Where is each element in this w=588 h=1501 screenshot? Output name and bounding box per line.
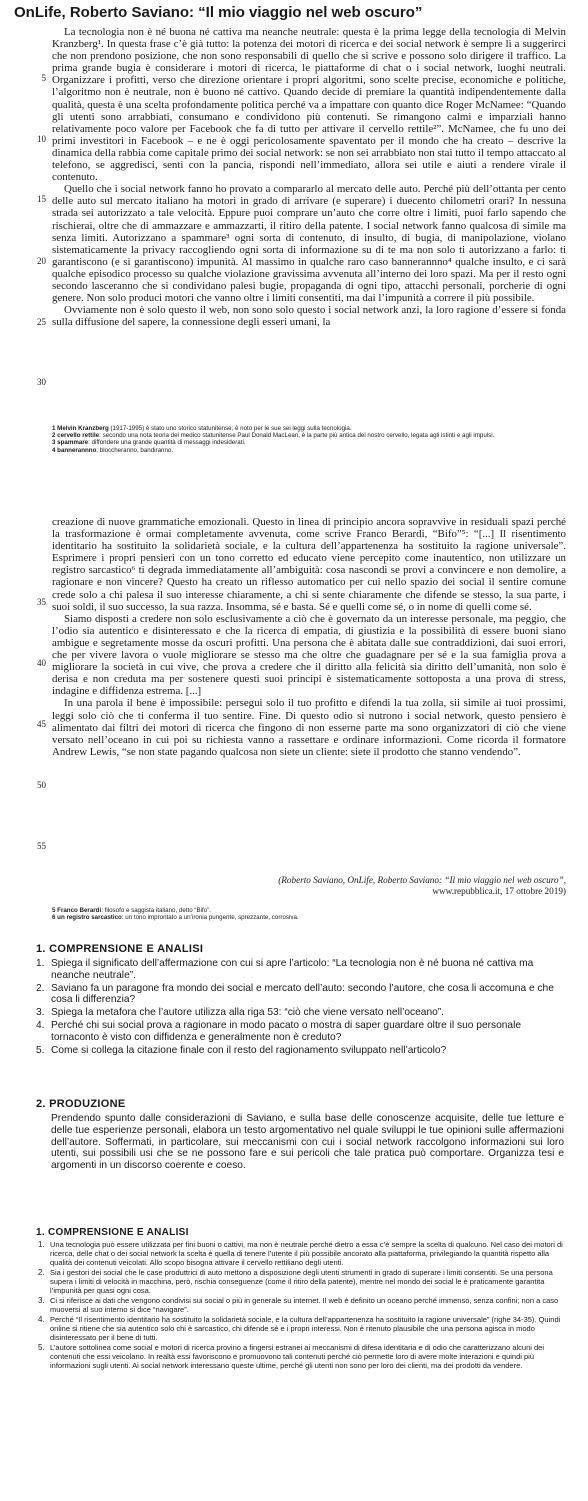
footnote: 2 cervello rettile: secondo una nota teoria del medico statunitense Paul Donald MacLean, è la parte più antica del nostro cervello, legata agli istinti e agli impulsi.	[52, 432, 495, 440]
line-number: 10	[37, 134, 46, 144]
citation-line-2: www.repubblica.it, 17 ottobre 2019)	[432, 886, 566, 896]
citation	[52, 875, 566, 897]
page-title: OnLife, Roberto Saviano: “Il mio viaggio nel web oscuro”	[14, 4, 423, 21]
footnote: 6 un registro sarcastico: un tono improntato a un’ironia pungente, sprezzante, corrosiva.	[52, 914, 299, 922]
article-column-2	[52, 516, 566, 758]
section-1-list	[36, 958, 564, 1057]
list-item: 5. Come si collega la citazione finale con il resto del ragionamento sviluppato nell’articolo?	[36, 1044, 447, 1056]
list-item: 4. Perché “Il risentimento identitario ha sostituito la solidarietà sociale, e la cultura dell’appartenenza ha sostituito la ragione universale” (righe 34-35). Quindi online si ritiene che sia autentico solo chi è sarcastico, chi difende sé e i propri interessi. Non è ritenuto plausibile che una persona agisca in modo disinteressato per il bene di tutti.	[38, 1315, 561, 1342]
line-number: 30	[37, 377, 46, 387]
list-item: 2. Saviano fa un paragone fra mondo dei social e mercato dell’auto: secondo l’autore, che cosa li accomuna e che cosa li differenzia?	[36, 982, 554, 1006]
article-paragraph-4: creazione di nuove grammatiche emozionali. Questo in linea di principio ancora sopravvive in residuali spazi perché la trasformazione è ormai completamente avvenuta, come scrive Franco Berardi, “Bifo”⁵: “[...] Il risentimento identitario ha sostituito la solidarietà sociale, e la cultura dell’appartenenza ha sostituito la ragione universale”. Esprimere i propri pensieri con un tono corretto ed educato viene percepito come inautentico, non utilizzare un registro sarcastico⁶ ti degrada immediatamente all’ambiguità: cosa nascondi se provi a convincere e non demolire, a ragionare e non vincere? Questo ha creato un riflesso automatico per cui nello spazio dei social il sentire comune crede solo a chi palesa il suo interesse chiaramente, a chi si sente chiaramente che difende se stesso, la sua parte, i suoi soldi, il suo successo, la sua razza. Insomma, sé e basta. Sé e quelli come sé, o in nome di quelli come sé.	[52, 516, 566, 613]
article-column-1	[52, 26, 566, 328]
answers-heading: 1. COMPRENSIONE E ANALISI	[36, 1227, 189, 1238]
list-item: 1. Spiega il significato dell’affermazione con cui si apre l’articolo: “La tecnologia non è né buona né cattiva ma neanche neutrale”.	[36, 958, 534, 981]
line-number: 20	[37, 256, 46, 266]
article-paragraph-5: Siamo disposti a credere non solo esclusivamente a ciò che è governato da un interesse personale, ma peggio, che l’odio sia autentico e disinteressato e che la ricerca di empatia, di giustizia e la possibilità di essere buoni siano ambigue e segretamente mosse da oscuri profitti. Una persona che è abitata dalle sue contraddizioni, dai suoi errori, che per vivere lavora o vuole migliorare se stesso ma che oltre che guadagnare per sé e la sua famiglia prova a migliorare la società in cui vive, che prova a credere che il diritto alla felicità sia diritto dell’umanità, non solo è derisa e non creduta ma per sostenere questi suoi principi è sistematicamente sottoposta a una prova di stress, indagine e diffidenza estrema. [...]	[52, 612, 566, 698]
answers-list	[36, 1240, 564, 1370]
footnotes-1	[52, 425, 566, 454]
line-number: 5	[41, 73, 46, 83]
list-item: 3. Spiega la metafora che l’autore utilizza alla riga 53: “ciò che viene versato nell’oceano”.	[36, 1007, 445, 1019]
answers-box	[36, 1227, 564, 1371]
article-paragraph-2: Quello che i social network fanno ho provato a compararlo al mercato delle auto. Perché più dell’ottanta per cento delle auto sul mercato italiano ha motori in grado di arrivare (e superare) i duecento chilometri orari? In nessuna strada sei autorizzato a tale velocità. Eppure puoi comprare un’auto che corre oltre i limiti, puoi farlo sapendo che rischierai, oltre che di ammazzare e ammazzarti, il ritiro della patente. I social network fanno qualcosa di simile ma senza limiti. Autorizzano a spammare³ ogni sorta di contenuto, di insulto, di bugia, di manipolazione, violano sistematicamente la privacy raccogliendo ogni sorta di informazione su di te ma non solo ti autorizzano a farlo: ti garantiscono (e si garantiscono) impunità. Al massimo in qualche raro caso bannerannno⁴ qualche insulto, e ci sarà qualche episodico processo su qualche violazione gravissima avvenuta all’interno dei loro spazi. Ma per il resto ogni secondo lasceranno che si condividano palesi bugie, propaganda di ogni tipo, attacchi personali, porcherie di ogni genere. Non solo produci motori che vanno oltre i limiti consentiti, ma dai l’impunità a correre il più possibile.	[52, 183, 566, 305]
line-number: 40	[37, 658, 46, 668]
list-item: 1. Una tecnologia può essere utilizzata per fini buoni o cattivi, ma non è neutrale perché dietro a essa c’è sempre la scelta di qualcuno. Nel caso dei motori di ricerca, delle chat o dei social network la scelta è quella di tenere l’utente il più possibile ancorato alla piattaforma, privilegiando la quantità rispetto alla qualità dei contenuti veicolati. Allo scopo bisogna attivare il cervello rettiliano degli utenti.	[38, 1240, 563, 1267]
line-number: 45	[37, 719, 46, 729]
line-number: 50	[37, 780, 46, 790]
footnote: 3 spammare: diffondere una grande quantità di messaggi indesiderati.	[52, 439, 246, 447]
line-number: 15	[37, 194, 46, 204]
article-paragraph-3: Ovviamente non è solo questo il web, non sono solo questo i social network anzi, la loro ragione d’essere si fonda sulla diffusione del sapere, la connessione degli esseri umani, la	[52, 304, 566, 329]
footnote: 1 Melvin Kranzberg (1917-1995) è stato uno storico statunitense; è noto per le sue sei leggi sulla tecnologia.	[52, 425, 352, 432]
line-number: 35	[37, 597, 46, 607]
section-2-text: Prendendo spunto dalle considerazioni di Saviano, e sulla base delle conoscenze acquisite, delle tue letture e delle tue esperienze personali, elabora un testo argomentativo nel quale sviluppi le tue opinioni sulle affermazioni dell’autore. Soffermati, in particolare, sui meccanismi con cui i social network raccolgono informazioni sui loro utenti, sui possibili usi che se ne possono fare e sui pericoli che tale pratica può comportare. Organizza tesi e argomenti in un discorso coerente e coeso.	[51, 1113, 564, 1172]
line-number: 25	[37, 317, 46, 327]
footnote: 5 Franco Berardi: filosofo e saggista italiano, detto “Bifo”.	[52, 907, 211, 914]
footnotes-2	[52, 907, 566, 921]
section-2-heading: 2. PRODUZIONE	[36, 1098, 126, 1110]
line-number: 55	[37, 841, 46, 851]
citation-line-1: (Roberto Saviano, OnLife, Roberto Saviano: “Il mio viaggio nel web oscuro”,	[278, 875, 566, 885]
list-item: 3. Ci si riferisce ai dati che vengono condivisi sui social o più in generale su internet. Il web è definito un oceano perché immenso, senza confini; non a caso muoversi al suo interno si dice “navigare”.	[38, 1296, 559, 1314]
article-paragraph-1: La tecnologia non è né buona né cattiva ma neanche neutrale: questa è la prima legge della tecnologia di Melvin Kranzberg¹. In questa frase c’è già tutto: la potenza dei motori di ricerca e dei social network è sempre lì a suggerirci che non prendono posizione, che non sono responsabili di quello che si scrive e possono solo dirigere il traffico. La prima grande bugia è considerare i motori di ricerca, le piattaforme di chat o i social network, luoghi neutrali. Organizzare i profitti, verso che direzione orientare i propri algoritmi, sono scelte precise, economiche e politiche, l’algoritmo non è neutrale, non è buono né cattivo. Quando decide di premiare la quantità indipendentemente dalla qualità, questa è una scelta profondamente politica perché va a impattare con quanto dice Roger McNamee: “Quando gli utenti sono arrabbiati, consumano e condividono più contenuti. Se rimangono calmi e imparziali hanno relativamente poco valore per Facebook che fa di tutto per attivare il cervello rettile²”. McNamee, che fu uno dei primi investitori in Facebook – e ne è oggi pericolosamente spaventato per il mondo che ha creato – descrive la dinamica della rabbia come capitale primo dei social network: se non sei arrabbiato non stai tutto il tempo attaccato al telefono, se aggredisci, senti con la pancia, rispondi nell’immediato, allora sei utile e aiuti a rendere virale il contenuto.	[52, 26, 566, 184]
article-paragraph-6: In una parola il bene è impossibile: persegui solo il tuo profitto e difendi la tua zolla, sii simile ai tuoi prossimi, leggi solo ciò che ti conferma il tuo sentire. Fine. Di questo odio si nutrono i social network, questo pensiero è alimentato dai filtri dei motori di ricerca che fingono di non esserne parte ma sono organizzatori di ciò che viene versato nell’oceano in cui poi su richiesta vanno a rassettare e ordinare informazioni. Come ricorda il formatore Andrew Lewis, “se non state pagando qualcosa non siete un cliente: siete il prodotto che stanno vendendo”.	[52, 697, 566, 758]
section-1-heading: 1. COMPRENSIONE E ANALISI	[36, 943, 204, 955]
list-item: 4. Perché chi sui social prova a ragionare in modo pacato o mostra di saper guardare oltre il suo personale tornaconto è visto con diffidenza e generalmente non è creduto?	[36, 1019, 522, 1043]
list-item: 5. L’autore sottolinea come social e motori di ricerca provino a fingersi estranei ai meccanismi di difesa identitaria e di odio che caratterizzano alcuni dei contenuti che essi veicolano. In realtà essi favoriscono e promuovono tali contenuti perché ciò permette loro di avere molte interazioni e quindi più informazioni sugli utenti. Ai social network interessano queste ultime, perché gli utenti non sono per loro dei clienti, ma dei prodotti da vendere.	[38, 1343, 545, 1370]
list-item: 2. Sia i gestori dei social che le case produttrici di auto mettono a disposizione degli utenti strumenti in grado di superare i limiti consentiti. Se una persona supera i limiti di velocità in macchina, però, rischia conseguenze (come il ritiro della patente), mentre nel mondo dei social le è praticamente garantita l’impunità per quasi ogni cosa.	[38, 1268, 553, 1295]
footnote: 4 bannerannno: bloccheranno, bandiranno.	[52, 446, 174, 454]
